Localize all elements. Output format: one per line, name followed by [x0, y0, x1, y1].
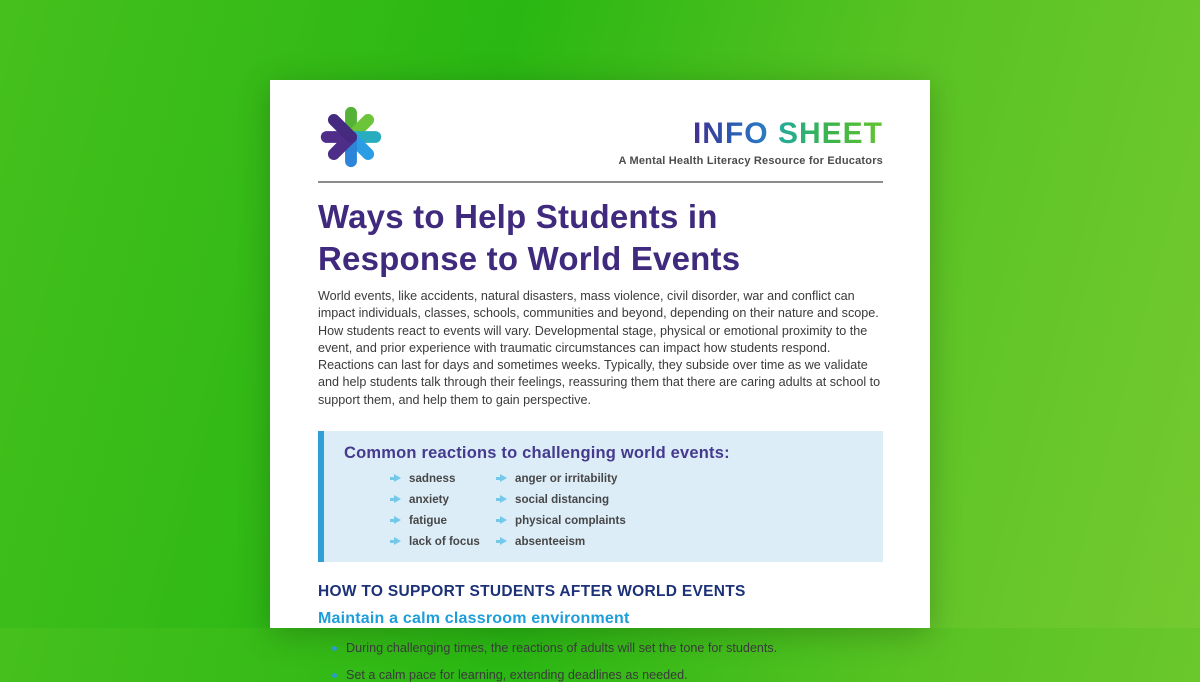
dot-bullet-icon: [332, 673, 337, 678]
arrow-bullet-icon: [496, 516, 507, 524]
arrow-bullet-icon: [496, 474, 507, 482]
arrow-bullet-icon: [390, 474, 401, 482]
reaction-label: anxiety: [409, 492, 449, 506]
reaction-label: anger or irritability: [515, 471, 618, 485]
reaction-item: [390, 493, 496, 506]
reaction-label: social distancing: [515, 492, 610, 506]
reaction-item: [496, 514, 626, 527]
brand-tagline: A Mental Health Literacy Resource for Educators: [618, 154, 883, 167]
brand-block: [618, 118, 883, 167]
intro-text: [318, 288, 883, 409]
reaction-label: fatigue: [409, 513, 448, 527]
reaction-item: [390, 514, 496, 527]
support-section: [318, 583, 883, 682]
callout-heading: Common reactions to challenging world events:: [344, 443, 730, 462]
header-divider: [318, 181, 883, 183]
list-item: [318, 668, 883, 682]
intro-paragraph: How students react to events will vary. Developmental stage, physical or emotional proximity to the event, and prior experience with traumatic circumstances can impact how students respond. Reactions can last for days and sometimes weeks. Typically, they subside over time as we validate and help students talk through their feelings, reassuring them that there are caring adults at school to support them, and help them to gain perspective.: [318, 323, 881, 407]
arrow-bullet-icon: [390, 516, 401, 524]
bullet-text: Set a calm pace for learning, extending deadlines as needed.: [346, 667, 688, 682]
wordmark-sheet: SHEET: [777, 117, 883, 150]
common-reactions-callout: [318, 431, 883, 562]
reactions-column-left: [390, 472, 496, 548]
arrow-bullet-icon: [390, 537, 401, 545]
page-title-line2: Response to World Events: [318, 239, 741, 277]
reaction-item: [496, 472, 626, 485]
dot-bullet-icon: [332, 646, 337, 651]
reaction-item: [390, 535, 496, 548]
arrow-bullet-icon: [496, 537, 507, 545]
page-title-line1: Ways to Help Students in: [318, 198, 718, 235]
reactions-columns: [390, 472, 863, 548]
support-subheading: Maintain a calm classroom environment: [318, 609, 630, 627]
support-section-heading: HOW TO SUPPORT STUDENTS AFTER WORLD EVENTS: [318, 582, 746, 600]
wordmark-info: INFO: [692, 117, 769, 150]
wordmark: [618, 118, 883, 150]
reaction-label: sadness: [409, 471, 456, 485]
page-title: [318, 196, 883, 279]
support-bullet-list: [318, 641, 883, 682]
info-sheet-card: [270, 80, 930, 682]
arrow-bullet-icon: [390, 495, 401, 503]
list-item: [318, 641, 883, 655]
reaction-item: [496, 493, 626, 506]
arrow-bullet-icon: [496, 495, 507, 503]
asterisk-flower-logo-icon: [318, 104, 384, 170]
reaction-label: absenteeism: [515, 534, 586, 548]
intro-paragraph: World events, like accidents, natural disasters, mass violence, civil disorder, war and conflict can impact individuals, classes, schools, communities and beyond, depending on their nature and scope.: [318, 289, 879, 321]
reaction-item: [390, 472, 496, 485]
reactions-column-right: [496, 472, 626, 548]
reaction-label: lack of focus: [409, 534, 480, 548]
reaction-item: [496, 535, 626, 548]
reaction-label: physical complaints: [515, 513, 626, 527]
header: [318, 102, 883, 170]
bullet-text: During challenging times, the reactions of adults will set the tone for students.: [346, 640, 778, 655]
